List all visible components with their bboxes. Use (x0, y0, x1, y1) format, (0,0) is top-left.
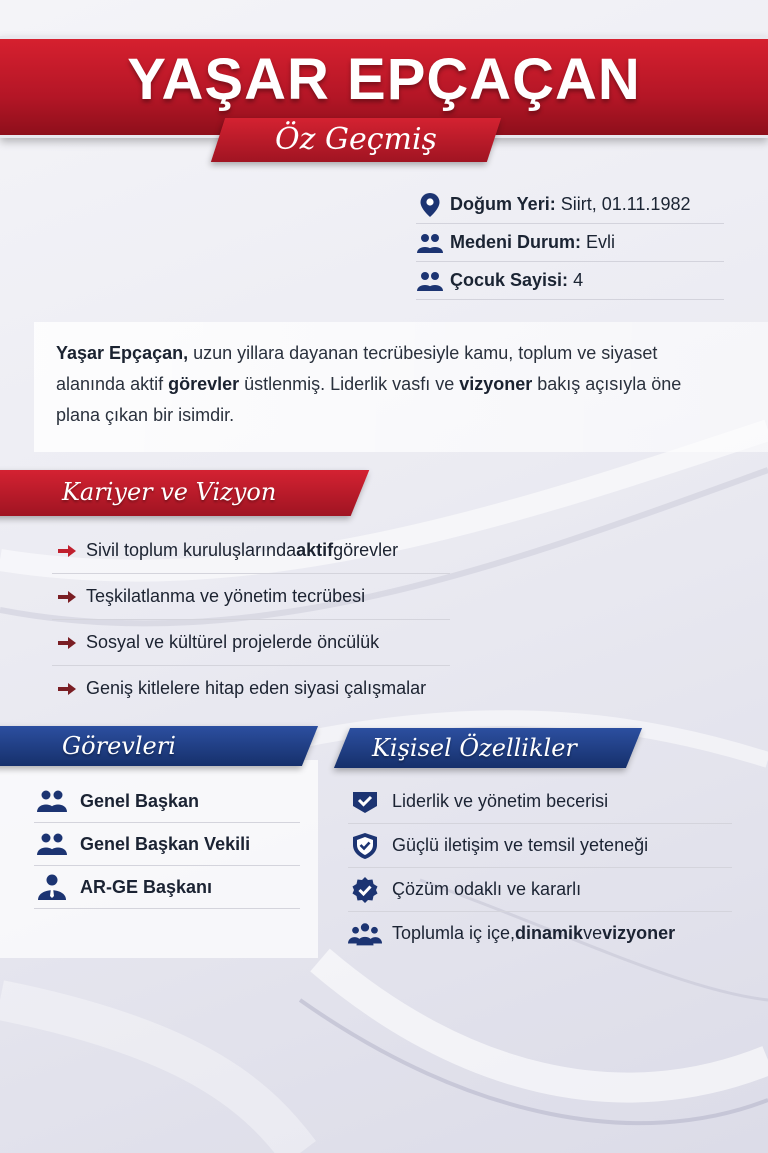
badge-check-icon (348, 790, 382, 814)
person-icon (34, 874, 70, 900)
list-item (52, 620, 450, 666)
trait-text: ve (583, 923, 603, 943)
info-value: 4 (573, 270, 584, 290)
trait-text: Güçlü iletişim ve temsil yeteneği (392, 835, 649, 855)
summary-text: uzun yillara dayanan tecrübesiyle kamu, toplum ve siyaset alanında aktif (56, 343, 658, 394)
list-item (52, 574, 450, 620)
info-label: Çocuk Sayisi: (450, 270, 569, 290)
traits-section-title: Kişisel Özellikler (372, 734, 577, 762)
people-icon (34, 790, 70, 812)
arrow-right-icon (52, 683, 82, 695)
shield-check-icon (348, 832, 382, 860)
list-item (348, 824, 732, 868)
roles-list (34, 780, 300, 909)
arrow-right-icon (52, 545, 82, 557)
people-icon (416, 271, 444, 291)
summary-paragraph (56, 338, 696, 431)
trait-text: Liderlik ve yönetim becerisi (392, 791, 609, 811)
summary-text: bakış açısıyla öne plana çıkan bir isimdir. (56, 374, 682, 425)
traits-list (348, 780, 732, 955)
career-item-text: Geniş kitlelere hitap eden siyasi çalışmalar (86, 678, 427, 698)
summary-bold: görevler (168, 374, 240, 394)
role-label: Genel Başkan (80, 790, 200, 811)
arrow-right-icon (52, 637, 82, 649)
summary-bold: vizyoner (459, 374, 533, 394)
circle-check-icon (348, 876, 382, 904)
career-section-title: Kariyer ve Vizyon (62, 478, 277, 506)
role-label: Genel Başkan Vekili (80, 833, 251, 854)
trait-bold: dinamik (515, 923, 584, 943)
career-item-text: görevler (333, 540, 399, 560)
trait-bold: vizyoner (602, 923, 676, 943)
info-label: Medeni Durum: (450, 232, 582, 252)
group-icon (348, 922, 382, 946)
info-value: Evli (586, 232, 616, 252)
info-value: Siirt, 01.11.1982 (560, 194, 691, 214)
info-label: Doğum Yeri: (450, 194, 556, 214)
role-label: AR-GE Başkanı (80, 876, 213, 897)
summary-text: üstlenmiş. Liderlik vasfı ve (239, 374, 460, 394)
info-row-birthplace (416, 186, 724, 224)
list-item (34, 780, 300, 823)
arrow-right-icon (52, 591, 82, 603)
trait-text: Toplumla iç içe, (392, 923, 516, 943)
trait-text: Çözüm odaklı ve kararlı (392, 879, 582, 899)
info-row-marital (416, 224, 724, 262)
info-row-children (416, 262, 724, 300)
list-item (34, 823, 300, 866)
roles-section-title: Görevleri (62, 732, 176, 760)
summary-name: Yaşar Epçaçan, (56, 343, 189, 363)
page-subtitle: Öz Geçmiş (275, 122, 437, 157)
location-pin-icon (416, 193, 444, 217)
career-item-bold: aktif (296, 540, 334, 560)
list-item (52, 528, 450, 574)
people-icon (34, 833, 70, 855)
career-item-text: Teşkilatlanma ve yönetim tecrübesi (86, 586, 366, 606)
career-item-text: Sosyal ve kültürel projelerde öncülük (86, 632, 380, 652)
career-list (52, 528, 450, 711)
career-item-text: Sivil toplum kuruluşlarında (86, 540, 297, 560)
list-item (348, 912, 732, 955)
page-title: YAŞAR EPÇAÇAN (127, 47, 641, 112)
list-item (52, 666, 450, 711)
list-item (348, 780, 732, 824)
list-item (348, 868, 732, 912)
personal-info-list (416, 186, 724, 300)
list-item (34, 866, 300, 909)
people-icon (416, 233, 444, 253)
